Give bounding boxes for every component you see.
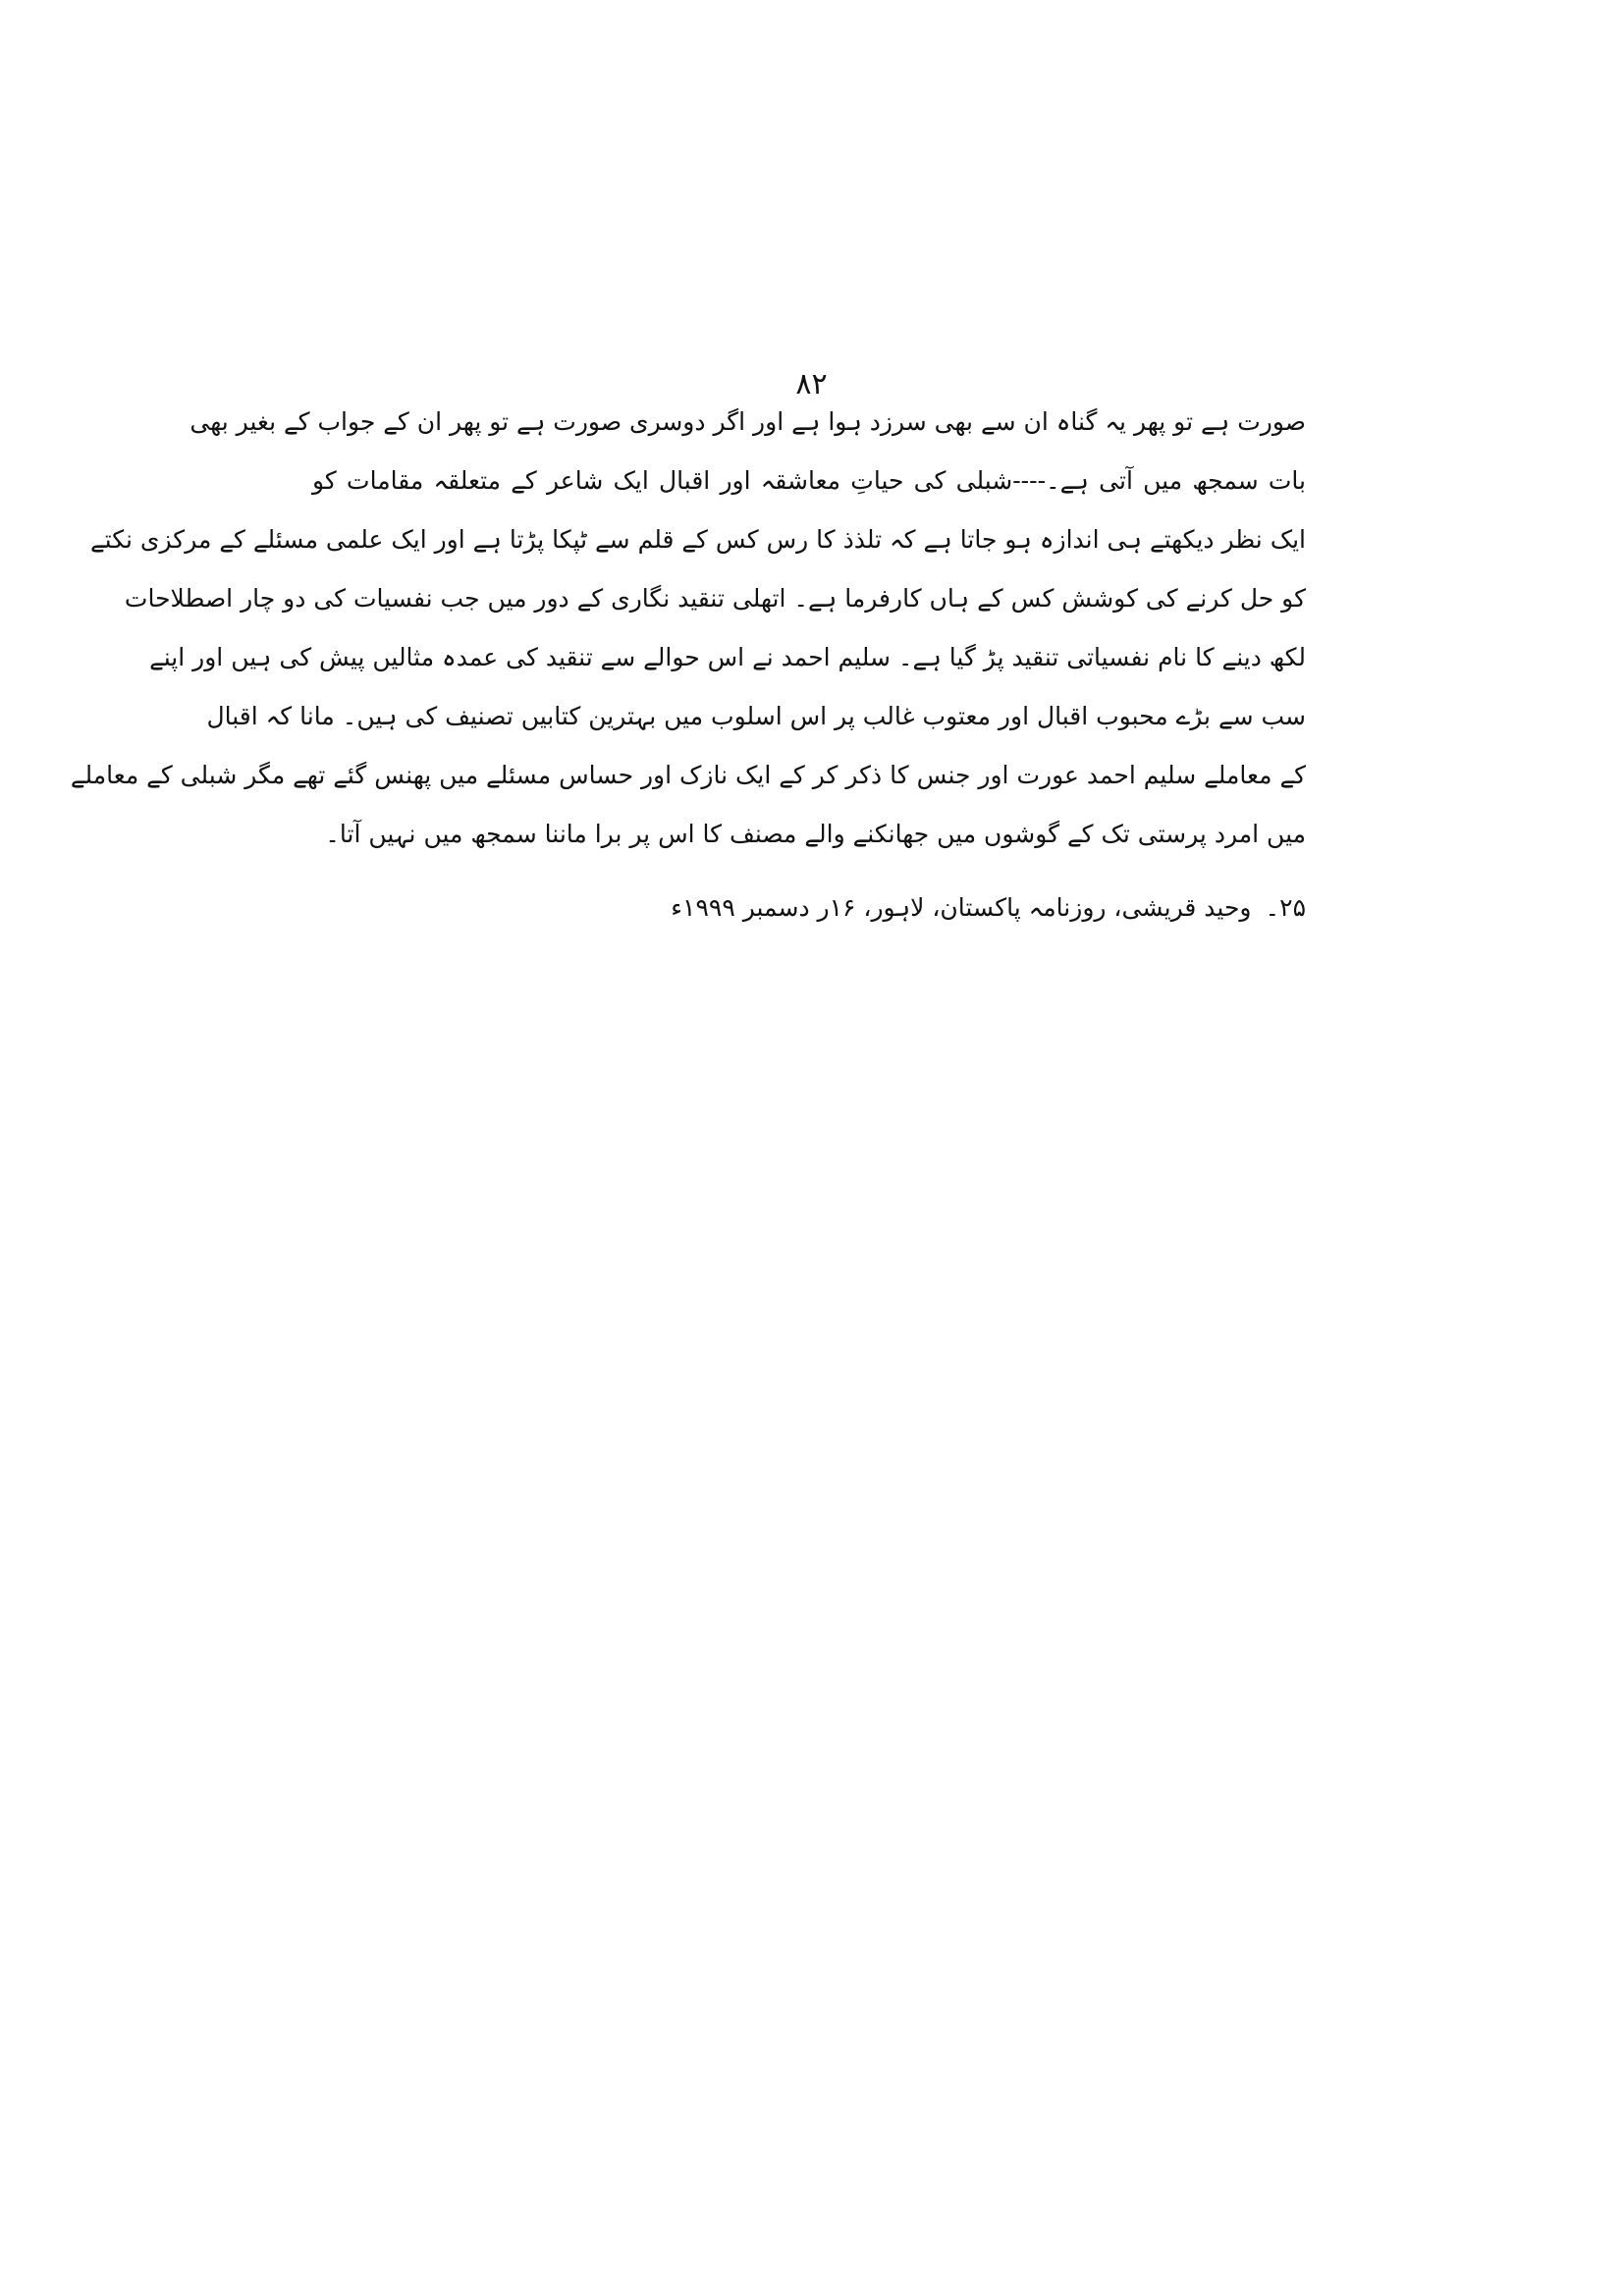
footnote-number: ۲۵۔ — [1265, 893, 1306, 922]
body-line-4: کو حل کرنے کی کوشش کس کے ہاں کارفرما ہے۔ اتھلی تنقید نگاری کے دور میں جب نفسیات کی دو چار اصطلاحات — [124, 584, 1306, 613]
body-line-6: سب سے بڑے محبوب اقبال اور معتوب غالب پر اس اسلوب میں بہترین کتابیں تصنیف کی ہیں۔ مانا کہ اقبال — [206, 702, 1306, 730]
footnote-text: وحید قریشی، روزنامہ پاکستان، لاہور، ۱۶ر دسمبر ۱۹۹۹ء — [671, 893, 1252, 922]
body-text — [70, 393, 1306, 864]
body-line-5: لکھ دینے کا نام نفسیاتی تنقید پڑ گیا ہے۔ سلیم احمد نے اس حوالے سے تنقید کی عمدہ مثالیں پیش کی ہیں اور اپنے — [149, 643, 1306, 671]
body-line-1: صورت ہے تو پھر یہ گناہ ان سے بھی سرزد ہوا ہے اور اگر دوسری صورت ہے تو پھر ان کے جواب کے بغیر بھی — [189, 407, 1306, 436]
footnote — [312, 883, 1306, 933]
body-line-7: کے معاملے سلیم احمد عورت اور جنس کا ذکر کر کے ایک نازک اور حساس مسئلے میں پھنس گئے تھے مگر شبلی کے معاملے — [70, 761, 1306, 789]
body-line-2: بات سمجھ میں آتی ہے۔----شبلی کی حیاتِ معاشقہ اور اقبال ایک شاعر کے متعلقہ مقامات کو — [312, 466, 1306, 495]
body-line-3: ایک نظر دیکھتے ہی اندازہ ہو جاتا ہے کہ تلذذ کا رس کس کے قلم سے ٹپکا پڑتا ہے اور ایک علمی مسئلے کے مرکزی نکتے — [90, 525, 1306, 554]
page-number: ۸۲ — [795, 367, 828, 401]
body-line-8: میں امرد پرستی تک کے گوشوں میں جھانکنے والے مصنف کا اس پر برا ماننا سمجھ میں نہیں آتا۔ — [325, 820, 1306, 848]
